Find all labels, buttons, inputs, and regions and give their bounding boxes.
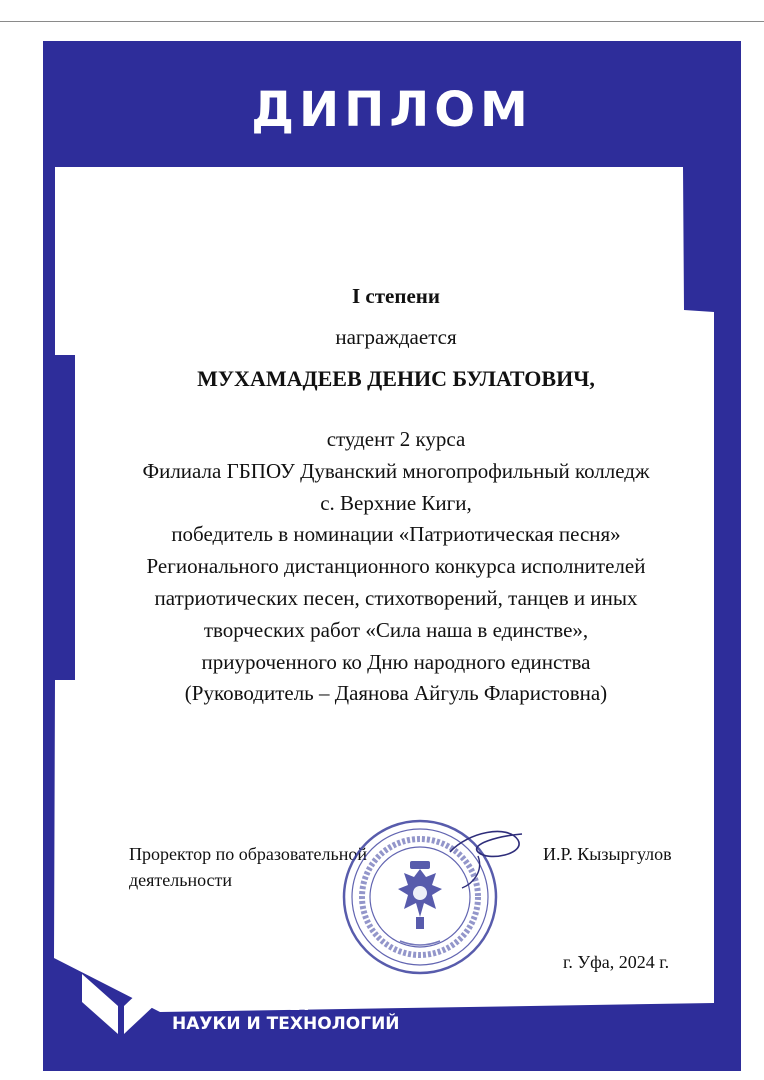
- description-line: с. Верхние Киги,: [320, 490, 472, 515]
- place-date: г. Уфа, 2024 г.: [563, 952, 670, 972]
- diploma-title: ДИПЛОМ: [251, 82, 533, 138]
- signatory-title-line2: деятельности: [129, 870, 233, 890]
- description-line: патриотических песен, стихотворений, танцев и иных: [154, 585, 638, 610]
- university-name: [172, 977, 400, 1034]
- signatory-title: [129, 841, 367, 893]
- description-line: Регионального дистанционного конкурса исполнителей: [146, 554, 646, 579]
- signature-mark: [448, 822, 528, 892]
- university-name-line: УФИМСКИЙ: [172, 976, 288, 996]
- signatory-name: И.Р. Кызыргулов: [543, 844, 672, 864]
- university-logo-icon: [80, 972, 160, 1036]
- awarded-label: награждается: [335, 325, 457, 349]
- university-name-line: УНИВЕРСИТЕТ: [172, 995, 313, 1015]
- signatory-title-line1: Проректор по образовательной: [129, 844, 368, 864]
- description-line: приуроченного ко Дню народного единства: [201, 649, 591, 674]
- university-name-line: НАУКИ И ТЕХНОЛОГИЙ: [172, 1014, 400, 1034]
- description-line: творческих работ «Сила наша в единстве»,: [203, 617, 589, 642]
- degree-label: I степени: [352, 284, 440, 308]
- description-line: Филиала ГБПОУ Дуванский многопрофильный колледж: [142, 458, 650, 483]
- description-line: победитель в номинации «Патриотическая песня»: [171, 522, 621, 547]
- description-line: (Руководитель – Даянова Айгуль Фларистовна): [184, 681, 608, 706]
- award-description: [96, 424, 696, 710]
- recipient-name: МУХАМАДЕЕВ ДЕНИС БУЛАТОВИЧ,: [197, 366, 595, 391]
- description-line: студент 2 курса: [326, 427, 466, 451]
